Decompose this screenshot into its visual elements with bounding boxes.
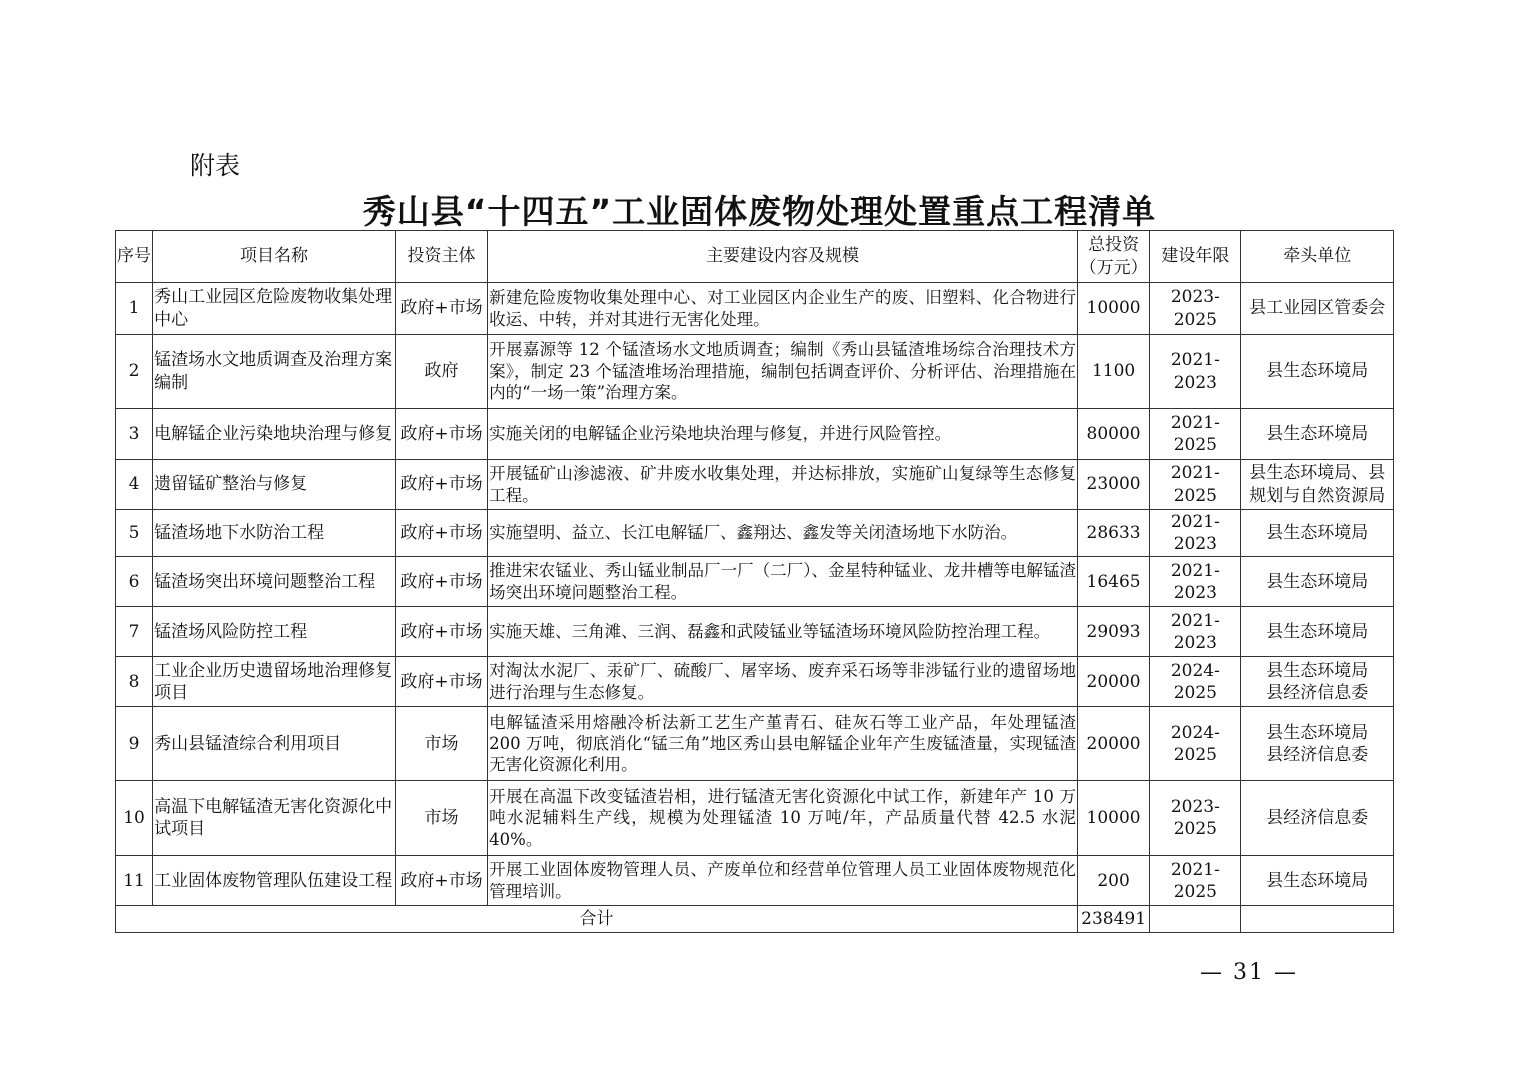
cell-investor: 市场: [395, 707, 487, 781]
cell-investor: 市场: [395, 781, 487, 856]
cell-name: 秀山工业园区危险废物收集处理中心: [153, 283, 396, 335]
cell-investor: 政府+市场: [395, 283, 487, 335]
cell-lead: 县生态环境局: [1241, 856, 1394, 906]
table-row: [116, 510, 1394, 557]
cell-period: 2021-2023: [1150, 335, 1241, 409]
cell-content: 开展嘉源等 12 个锰渣场水文地质调查；编制《秀山县锰渣堆场综合治理技术方案》，制定 23 个锰渣堆场治理措施，编制包括调查评价、分析评估、治理措施在内的“一场一策”治理方案。: [488, 335, 1078, 409]
cell-seq: 8: [116, 657, 153, 707]
cell-period: 2021-2023: [1150, 607, 1241, 657]
cell-investment: 29093: [1077, 607, 1149, 657]
total-label: 合计: [116, 906, 1078, 933]
cell-investment: 16465: [1077, 557, 1149, 607]
cell-name: 秀山县锰渣综合利用项目: [153, 707, 396, 781]
cell-lead: 县生态环境局 县经济信息委: [1241, 657, 1394, 707]
cell-name: 高温下电解锰渣无害化资源化中试项目: [153, 781, 396, 856]
header-investment: 总投资（万元）: [1077, 231, 1149, 283]
cell-period: 2021-2025: [1150, 856, 1241, 906]
header-period: 建设年限: [1150, 231, 1241, 283]
cell-content: 推进宋农锰业、秀山锰业制品厂一厂（二厂）、金星特种锰业、龙井槽等电解锰渣场突出环境问题整治工程。: [488, 557, 1078, 607]
page-number: — 31 —: [1200, 960, 1298, 985]
cell-content: 开展在高温下改变锰渣岩相，进行锰渣无害化资源化中试工作，新建年产 10 万吨水泥辅料生产线，规模为处理锰渣 10 万吨/年，产品质量代替 42.5 水泥 40%。: [488, 781, 1078, 856]
cell-investor: 政府+市场: [395, 409, 487, 460]
cell-lead: 县生态环境局、县规划与自然资源局: [1241, 460, 1394, 510]
cell-name: 锰渣场水文地质调查及治理方案编制: [153, 335, 396, 409]
cell-content: 实施望明、益立、长江电解锰厂、鑫翔达、鑫发等关闭渣场地下水防治。: [488, 510, 1078, 557]
cell-investor: 政府+市场: [395, 607, 487, 657]
table-row: [116, 657, 1394, 707]
cell-period: 2021-2025: [1150, 460, 1241, 510]
header-seq: 序号: [116, 231, 153, 283]
cell-content: 新建危险废物收集处理中心、对工业园区内企业生产的废、旧塑料、化合物进行收运、中转，并对其进行无害化处理。: [488, 283, 1078, 335]
project-table: [115, 230, 1394, 933]
cell-seq: 3: [116, 409, 153, 460]
cell-content: 对淘汰水泥厂、汞矿厂、硫酸厂、屠宰场、废弃采石场等非涉锰行业的遗留场地进行治理与生态修复。: [488, 657, 1078, 707]
cell-period: 2023-2025: [1150, 283, 1241, 335]
table-row: [116, 781, 1394, 856]
cell-period: 2024-2025: [1150, 707, 1241, 781]
table-row: [116, 856, 1394, 906]
table-row: [116, 707, 1394, 781]
cell-lead: 县经济信息委: [1241, 781, 1394, 856]
cell-name: 工业企业历史遗留场地治理修复项目: [153, 657, 396, 707]
total-row: [116, 906, 1394, 933]
table-row: [116, 607, 1394, 657]
cell-investment: 1100: [1077, 335, 1149, 409]
cell-investment: 10000: [1077, 283, 1149, 335]
cell-content: 实施天雄、三角滩、三润、磊鑫和武陵锰业等锰渣场环境风险防控治理工程。: [488, 607, 1078, 657]
cell-seq: 11: [116, 856, 153, 906]
cell-lead: 县生态环境局: [1241, 335, 1394, 409]
table-row: [116, 335, 1394, 409]
cell-lead: 县生态环境局: [1241, 607, 1394, 657]
total-period: [1150, 906, 1241, 933]
cell-name: 锰渣场突出环境问题整治工程: [153, 557, 396, 607]
total-lead: [1241, 906, 1394, 933]
cell-period: 2021-2025: [1150, 409, 1241, 460]
cell-investment: 200: [1077, 856, 1149, 906]
cell-seq: 6: [116, 557, 153, 607]
cell-period: 2021-2023: [1150, 557, 1241, 607]
cell-content: 实施关闭的电解锰企业污染地块治理与修复，并进行风险管控。: [488, 409, 1078, 460]
cell-seq: 9: [116, 707, 153, 781]
cell-investment: 80000: [1077, 409, 1149, 460]
cell-name: 锰渣场风险防控工程: [153, 607, 396, 657]
annex-label: 附表: [190, 151, 241, 180]
header-content: 主要建设内容及规模: [488, 231, 1078, 283]
header-investor: 投资主体: [395, 231, 487, 283]
cell-name: 锰渣场地下水防治工程: [153, 510, 396, 557]
cell-content: 开展工业固体废物管理人员、产废单位和经营单位管理人员工业固体废物规范化管理培训。: [488, 856, 1078, 906]
cell-name: 遗留锰矿整治与修复: [153, 460, 396, 510]
cell-seq: 7: [116, 607, 153, 657]
table-row: [116, 557, 1394, 607]
cell-investment: 10000: [1077, 781, 1149, 856]
cell-lead: 县生态环境局: [1241, 409, 1394, 460]
cell-seq: 1: [116, 283, 153, 335]
cell-name: 工业固体废物管理队伍建设工程: [153, 856, 396, 906]
cell-investment: 28633: [1077, 510, 1149, 557]
cell-period: 2021-2023: [1150, 510, 1241, 557]
table-row: [116, 460, 1394, 510]
cell-period: 2023-2025: [1150, 781, 1241, 856]
cell-content: 电解锰渣采用熔融冷析法新工艺生产堇青石、硅灰石等工业产品，年处理锰渣 200 万吨，彻底消化“锰三角”地区秀山县电解锰企业年产生废锰渣量，实现锰渣无害化资源化利用。: [488, 707, 1078, 781]
cell-period: 2024-2025: [1150, 657, 1241, 707]
page-title: 秀山县“十四五”工业固体废物处理处置重点工程清单: [362, 192, 1157, 231]
cell-investment: 20000: [1077, 657, 1149, 707]
cell-lead: 县生态环境局: [1241, 510, 1394, 557]
header-name: 项目名称: [153, 231, 396, 283]
cell-seq: 2: [116, 335, 153, 409]
cell-investor: 政府+市场: [395, 657, 487, 707]
table-header-row: [116, 231, 1394, 283]
cell-investor: 政府+市场: [395, 856, 487, 906]
cell-investment: 23000: [1077, 460, 1149, 510]
cell-seq: 4: [116, 460, 153, 510]
cell-seq: 5: [116, 510, 153, 557]
table-row: [116, 409, 1394, 460]
cell-investor: 政府: [395, 335, 487, 409]
cell-seq: 10: [116, 781, 153, 856]
cell-content: 开展锰矿山渗滤液、矿井废水收集处理，并达标排放，实施矿山复绿等生态修复工程。: [488, 460, 1078, 510]
table-row: [116, 283, 1394, 335]
cell-lead: 县工业园区管委会: [1241, 283, 1394, 335]
cell-name: 电解锰企业污染地块治理与修复: [153, 409, 396, 460]
cell-investor: 政府+市场: [395, 510, 487, 557]
cell-lead: 县生态环境局: [1241, 557, 1394, 607]
cell-investor: 政府+市场: [395, 460, 487, 510]
cell-investment: 20000: [1077, 707, 1149, 781]
cell-lead: 县生态环境局 县经济信息委: [1241, 707, 1394, 781]
total-investment: 238491: [1077, 906, 1149, 933]
header-lead: 牵头单位: [1241, 231, 1394, 283]
cell-investor: 政府+市场: [395, 557, 487, 607]
